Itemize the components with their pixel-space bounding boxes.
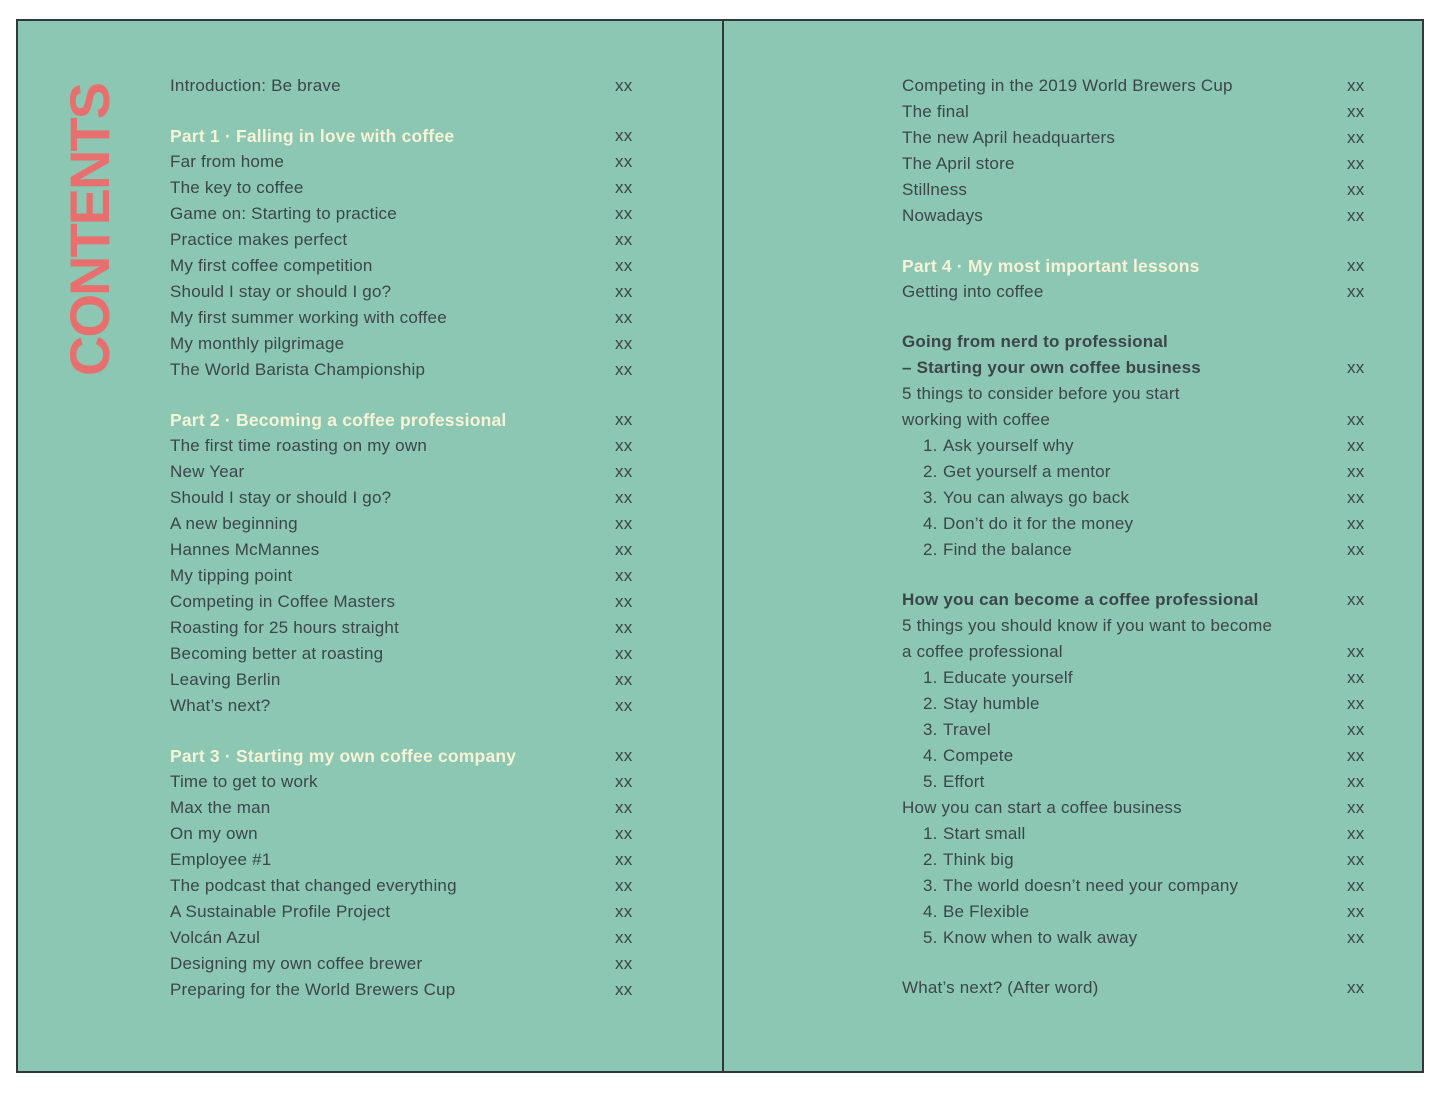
toc-entry-label (902, 540, 1347, 560)
toc-entry-label: How you can start a coffee business (902, 798, 1182, 817)
toc-row (902, 847, 1377, 873)
toc-row (902, 743, 1377, 769)
toc-entry-label: Should I stay or should I go? (170, 488, 392, 507)
toc-row (170, 795, 645, 821)
toc-row (170, 951, 645, 977)
toc-entry-label: Volcán Azul (170, 928, 261, 947)
toc-row (902, 899, 1377, 925)
list-number: 3. (923, 876, 938, 895)
toc-entry-label: Employee #1 (170, 850, 272, 869)
toc-entry-label: working with coffee (902, 410, 1051, 429)
toc-entry-label: What’s next? (After word) (902, 978, 1099, 997)
toc-row (902, 821, 1377, 847)
toc-entry-label: The first time roasting on my own (170, 436, 427, 455)
page-number: xx (1347, 746, 1365, 765)
toc-entry-label: Practice makes perfect (170, 230, 348, 249)
page-number: xx (615, 488, 633, 507)
toc-row (170, 821, 645, 847)
page-number: xx (1347, 902, 1365, 921)
page-number: xx (615, 230, 633, 249)
toc-entry-label: My monthly pilgrimage (170, 334, 345, 353)
page-number: xx (615, 566, 633, 585)
toc-gap (170, 99, 645, 123)
page-number: xx (1347, 180, 1365, 199)
toc-entry-label: Hannes McMannes (170, 540, 320, 559)
page-number: xx (1347, 850, 1365, 869)
page-number: xx (615, 436, 633, 455)
page-number: xx (615, 462, 633, 481)
toc-entry-label (902, 772, 1347, 792)
toc-row (170, 331, 645, 357)
page-number: xx (615, 850, 633, 869)
page-number: xx (615, 126, 633, 145)
toc-row (170, 977, 645, 1003)
page-number: xx (615, 798, 633, 817)
toc-entry-label: Becoming better at roasting (170, 644, 384, 663)
toc-row (170, 847, 645, 873)
toc-entry-label: The April store (902, 154, 1015, 173)
page-number: xx (1347, 154, 1365, 173)
page-number: xx (615, 204, 633, 223)
list-item-text: Don’t do it for the money (943, 514, 1134, 533)
toc-entry-label: How you can become a coffee professional (902, 590, 1259, 609)
page-number: xx (615, 670, 633, 689)
page-number: xx (615, 410, 633, 429)
page-number: xx (615, 592, 633, 611)
toc-gap (902, 305, 1377, 329)
list-number: 4. (923, 746, 938, 765)
list-item-text: Know when to walk away (943, 928, 1138, 947)
toc-entry-label (902, 462, 1347, 482)
page-number: xx (615, 876, 633, 895)
page-number: xx (1347, 514, 1365, 533)
list-item-text: Be Flexible (943, 902, 1030, 921)
list-number: 2. (923, 850, 938, 869)
toc-entry-label (902, 436, 1347, 456)
page-number: xx (615, 282, 633, 301)
page-number: xx (1347, 928, 1365, 947)
toc-row (902, 381, 1377, 407)
toc-entry-label: The key to coffee (170, 178, 304, 197)
list-number: 5. (923, 772, 938, 791)
list-item-text: Travel (943, 720, 991, 739)
toc-row (170, 149, 645, 175)
toc-row (902, 717, 1377, 743)
toc-entry-label: Stillness (902, 180, 968, 199)
page-number: xx (1347, 256, 1365, 275)
toc-row (902, 537, 1377, 563)
toc-row (902, 279, 1377, 305)
toc-entry-label: Competing in the 2019 World Brewers Cup (902, 76, 1233, 95)
toc-entry-label: 5 things you should know if you want to become (902, 616, 1273, 635)
list-item-text: Ask yourself why (943, 436, 1074, 455)
toc-entry-label: Part 2 · Becoming a coffee professional (170, 409, 507, 430)
toc-row (170, 693, 645, 719)
toc-entry-label: Max the man (170, 798, 271, 817)
list-number: 4. (923, 902, 938, 921)
toc-entry-label: Part 3 · Starting my own coffee company (170, 745, 517, 766)
toc-entry-label (902, 928, 1347, 948)
page-number: xx (615, 902, 633, 921)
toc-entry-label (902, 488, 1347, 508)
toc-entry-label: Going from nerd to professional (902, 332, 1168, 351)
toc-row (170, 511, 645, 537)
toc-row (902, 329, 1377, 355)
list-number: 2. (923, 540, 938, 559)
toc-entry-label: The World Barista Championship (170, 360, 426, 379)
toc-row (170, 563, 645, 589)
book-page (16, 19, 1424, 1073)
toc-row (170, 537, 645, 563)
toc-entry-label: Competing in Coffee Masters (170, 592, 396, 611)
toc-entry-label: Game on: Starting to practice (170, 204, 397, 223)
toc-gap (902, 563, 1377, 587)
toc-entry-label: Roasting for 25 hours straight (170, 618, 400, 637)
page-number: xx (615, 514, 633, 533)
toc-row (902, 73, 1377, 99)
page-number: xx (1347, 720, 1365, 739)
toc-row (170, 433, 645, 459)
page-number: xx (1347, 128, 1365, 147)
toc-row (902, 511, 1377, 537)
page-number: xx (615, 540, 633, 559)
toc-row (170, 899, 645, 925)
page-number: xx (1347, 772, 1365, 791)
page-number: xx (615, 256, 633, 275)
page-number: xx (1347, 824, 1365, 843)
list-number: 1. (923, 824, 938, 843)
list-item-text: You can always go back (943, 488, 1130, 507)
toc-row (902, 125, 1377, 151)
page-number: xx (1347, 410, 1365, 429)
toc-row (170, 615, 645, 641)
toc-row (902, 613, 1377, 639)
toc-entry-label (902, 720, 1347, 740)
page-number: xx (1347, 540, 1365, 559)
page-number: xx (1347, 590, 1365, 609)
list-item-text: Educate yourself (943, 668, 1073, 687)
toc-row (902, 355, 1377, 381)
toc-entry-label (902, 850, 1347, 870)
toc-entry-label (902, 514, 1347, 534)
toc-column-right (902, 73, 1377, 1001)
toc-row (170, 667, 645, 693)
page-number: xx (1347, 978, 1365, 997)
list-number: 5. (923, 928, 938, 947)
toc-part-heading (170, 123, 645, 149)
list-item-text: Find the balance (943, 540, 1072, 559)
list-number: 3. (923, 720, 938, 739)
toc-entry-label: Should I stay or should I go? (170, 282, 392, 301)
page-number: xx (615, 644, 633, 663)
toc-row (170, 73, 645, 99)
toc-entry-label: New Year (170, 462, 245, 481)
toc-row (902, 691, 1377, 717)
page-number: xx (615, 308, 633, 327)
toc-entry-label (902, 746, 1347, 766)
toc-entry-label (902, 824, 1347, 844)
page-number: xx (1347, 876, 1365, 895)
page-number: xx (1347, 358, 1365, 377)
list-number: 2. (923, 462, 938, 481)
list-number: 1. (923, 668, 938, 687)
list-item-text: Compete (943, 746, 1014, 765)
toc-entry-label: The new April headquarters (902, 128, 1116, 147)
toc-entry-label: Preparing for the World Brewers Cup (170, 980, 456, 999)
page-number: xx (1347, 642, 1365, 661)
toc-row (170, 873, 645, 899)
list-number: 3. (923, 488, 938, 507)
toc-row (902, 769, 1377, 795)
toc-entry-label (902, 902, 1347, 922)
toc-entry-label: Part 1 · Falling in love with coffee (170, 125, 455, 146)
toc-row (902, 177, 1377, 203)
page-spread-divider (722, 21, 724, 1071)
toc-part-heading (170, 407, 645, 433)
toc-entry-label: Part 4 · My most important lessons (902, 255, 1200, 276)
toc-entry-label: – Starting your own coffee business (902, 358, 1201, 377)
toc-row (902, 151, 1377, 177)
toc-row (902, 485, 1377, 511)
toc-gap (902, 229, 1377, 253)
page-number: xx (615, 152, 633, 171)
toc-row (902, 795, 1377, 821)
toc-gap (170, 719, 645, 743)
page-number: xx (1347, 462, 1365, 481)
toc-entry-label: The podcast that changed everything (170, 876, 457, 895)
toc-entry-label: A new beginning (170, 514, 298, 533)
toc-part-heading (170, 743, 645, 769)
list-number: 2. (923, 694, 938, 713)
toc-row (170, 641, 645, 667)
toc-entry-label: Introduction: Be brave (170, 76, 341, 95)
page-number: xx (1347, 488, 1365, 507)
toc-column-left (170, 73, 645, 1003)
toc-entry-label: The final (902, 102, 970, 121)
list-item-text: Stay humble (943, 694, 1040, 713)
list-item-text: Effort (943, 772, 985, 791)
toc-entry-label: Designing my own coffee brewer (170, 954, 423, 973)
toc-row (902, 433, 1377, 459)
list-item-text: The world doesn’t need your company (943, 876, 1239, 895)
toc-row (902, 925, 1377, 951)
page-number: xx (615, 76, 633, 95)
page-number: xx (1347, 798, 1365, 817)
toc-row (170, 201, 645, 227)
toc-entry-label (902, 694, 1347, 714)
toc-row (170, 925, 645, 951)
list-item-text: Think big (943, 850, 1014, 869)
toc-row (902, 99, 1377, 125)
page-number: xx (615, 746, 633, 765)
toc-row (902, 203, 1377, 229)
toc-row (170, 485, 645, 511)
toc-gap (902, 951, 1377, 975)
toc-entry-label: Far from home (170, 152, 285, 171)
toc-entry-label: My first coffee competition (170, 256, 373, 275)
toc-row (902, 873, 1377, 899)
toc-row (170, 357, 645, 383)
page-number: xx (615, 696, 633, 715)
page-number: xx (615, 178, 633, 197)
toc-entry-label: What’s next? (170, 696, 271, 715)
page-number: xx (615, 334, 633, 353)
page-number: xx (615, 618, 633, 637)
page-number: xx (615, 772, 633, 791)
toc-row (170, 769, 645, 795)
toc-entry-label: My tipping point (170, 566, 293, 585)
toc-row (902, 459, 1377, 485)
page-number: xx (1347, 76, 1365, 95)
toc-row (902, 665, 1377, 691)
toc-row (170, 589, 645, 615)
toc-entry-label: Time to get to work (170, 772, 318, 791)
list-number: 1. (923, 436, 938, 455)
list-item-text: Start small (943, 824, 1026, 843)
toc-row (902, 407, 1377, 433)
toc-entry-label (902, 876, 1347, 896)
toc-part-heading (902, 253, 1377, 279)
toc-entry-label: On my own (170, 824, 258, 843)
page-number: xx (1347, 102, 1365, 121)
page-number: xx (615, 954, 633, 973)
page-number: xx (1347, 694, 1365, 713)
toc-entry-label: A Sustainable Profile Project (170, 902, 391, 921)
toc-row (170, 253, 645, 279)
toc-row (902, 975, 1377, 1001)
toc-row (170, 279, 645, 305)
toc-row (170, 305, 645, 331)
toc-row (170, 459, 645, 485)
page-number: xx (615, 928, 633, 947)
toc-entry-label: Getting into coffee (902, 282, 1044, 301)
list-item-text: Get yourself a mentor (943, 462, 1111, 481)
toc-gap (170, 383, 645, 407)
toc-entry-label: Leaving Berlin (170, 670, 281, 689)
page-number: xx (615, 360, 633, 379)
page-number: xx (615, 824, 633, 843)
toc-entry-label: Nowadays (902, 206, 983, 225)
page-number: xx (1347, 282, 1365, 301)
page-number: xx (1347, 668, 1365, 687)
toc-entry-label: 5 things to consider before you start (902, 384, 1180, 403)
toc-row (170, 175, 645, 201)
page-number: xx (615, 980, 633, 999)
toc-entry-label (902, 668, 1347, 688)
toc-row (902, 587, 1377, 613)
page-number: xx (1347, 206, 1365, 225)
toc-row (902, 639, 1377, 665)
list-number: 4. (923, 514, 938, 533)
contents-title: CONTENTS (58, 84, 121, 376)
page-number: xx (1347, 436, 1365, 455)
toc-row (170, 227, 645, 253)
toc-entry-label: My first summer working with coffee (170, 308, 447, 327)
toc-entry-label: a coffee professional (902, 642, 1063, 661)
